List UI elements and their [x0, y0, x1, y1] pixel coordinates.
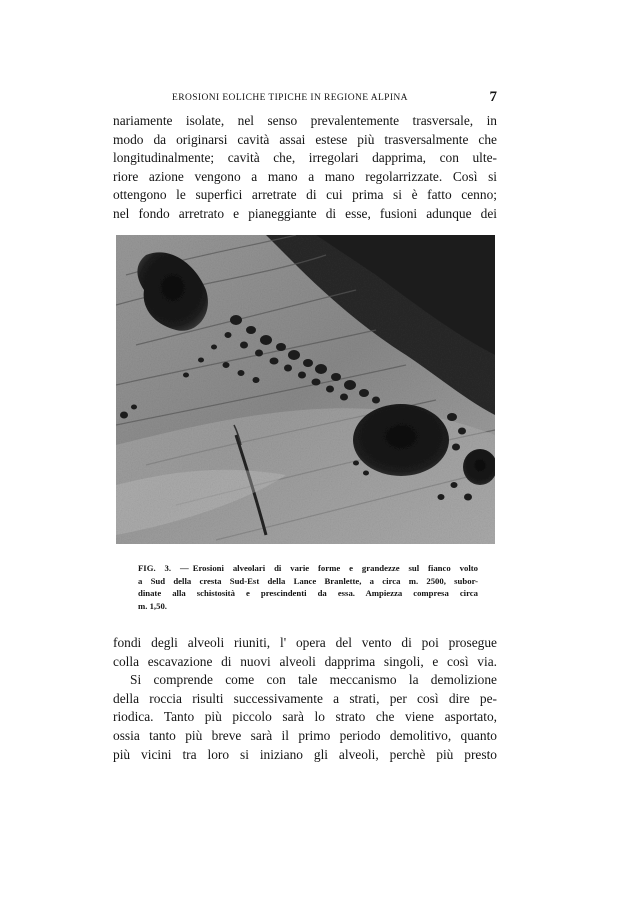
running-header [113, 89, 497, 107]
rock-erosion-photo [116, 235, 495, 544]
caption-line: dinate alla schistosità e prescindenti da essa. Ampiezza compresa circa [138, 588, 478, 599]
text-line: ossia tanto più breve sarà il primo periodo demolitivo, quanto [113, 727, 497, 743]
caption-line: a Sud della cresta Sud-Est della Lance Branlette, a circa m. 2500, subor- [138, 575, 478, 586]
text-line: modo da originarsi cavità assai estese più trasversalmente che [113, 131, 497, 147]
running-title: EROSIONI EOLICHE TIPICHE IN REGIONE ALPINA [172, 93, 408, 103]
body-paragraph-bottom [113, 634, 497, 764]
text-line: riodica. Tanto più piccolo sarà lo strato che viene asportato, [113, 709, 497, 725]
figure-caption [138, 562, 478, 612]
text-line: nel fondo arretrato e pianeggiante di esse, fusioni adunque dei [113, 205, 497, 221]
text-line: della roccia risulti successivamente a strati, per così dire pe- [113, 690, 497, 706]
page-number: 7 [489, 89, 497, 105]
text-line: longitudinalmente; cavità che, irregolari dapprima, con ulte- [113, 150, 497, 166]
text-line: Si comprende come con tale meccanismo la demolizione [130, 672, 497, 688]
body-paragraph-top [113, 112, 497, 224]
figure-label: FIG. 3. — [138, 563, 189, 573]
text-line: nariamente isolate, nel senso prevalentemente trasversale, in [113, 113, 497, 128]
text-line: ottengono le superfici arretrate di cui prima si è fatto cenno; [113, 187, 497, 203]
caption-text: Erosioni alveolari di varie forme e grandezze sul fianco volto [192, 563, 478, 573]
text-line: colla escavazione di nuovi alveoli dapprima singoli, e così via. [113, 653, 497, 669]
text-line: più vicini tra loro si iniziano gli alveoli, perchè più presto [113, 746, 497, 762]
photo-illustration [116, 235, 495, 544]
caption-line [138, 562, 478, 575]
text-line: fondi degli alveoli riuniti, l' opera del vento di poi prosegue [113, 635, 497, 650]
text-line: riore azione vengono a mano a mano regolarrizzate. Così si [113, 168, 497, 184]
caption-line: m. 1,50. [138, 600, 167, 611]
